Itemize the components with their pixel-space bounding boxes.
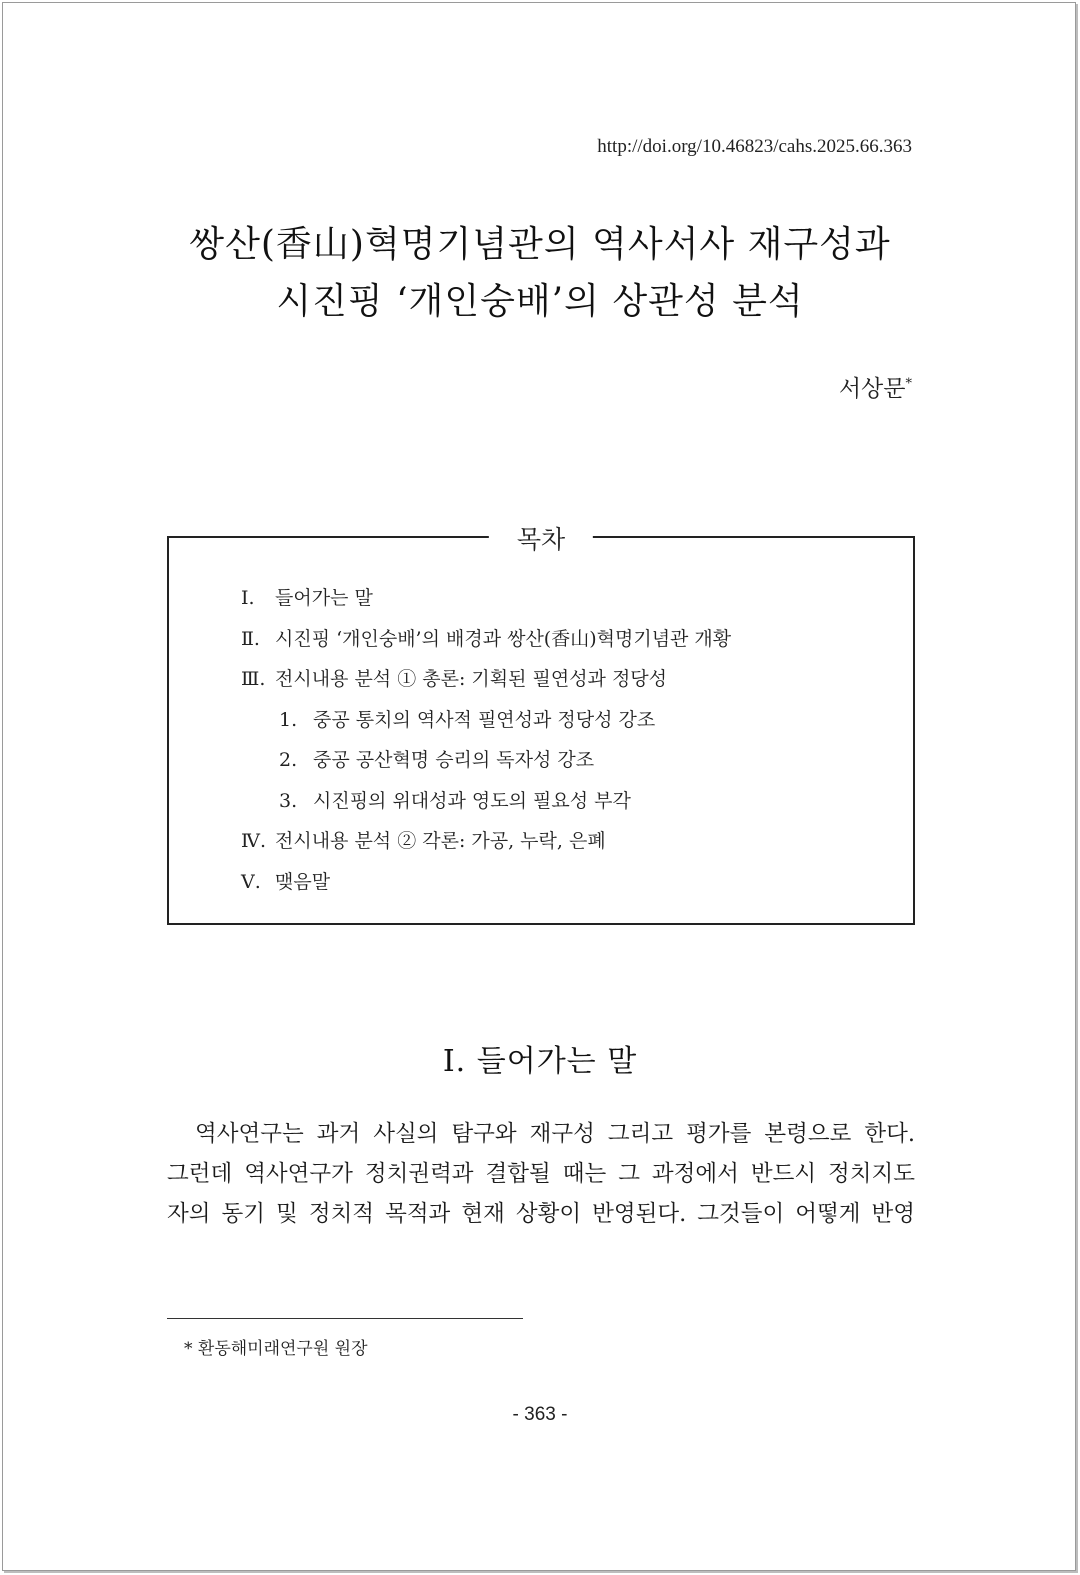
- body-line-1: 역사연구는 과거 사실의 탐구와 재구성 그리고 평가를 본령으로 한다.: [195, 1121, 915, 1147]
- author: [839, 370, 912, 403]
- footnote-divider: [167, 1318, 523, 1319]
- author-footnote-mark: *: [905, 376, 912, 392]
- footnote: * 환동해미래연구원 원장: [184, 1339, 368, 1359]
- toc-item-number: Ⅳ.: [241, 830, 267, 852]
- toc-subitem-3-2: [241, 740, 731, 781]
- toc-item-4: [241, 821, 731, 862]
- toc-item-2: [241, 619, 731, 660]
- toc-item-text: 전시내용 분석 ① 총론: 기획된 필연성과 정당성: [275, 668, 668, 690]
- toc-item-number: 1.: [279, 708, 298, 731]
- doi-link: http://doi.org/10.46823/cahs.2025.66.363: [597, 136, 912, 157]
- body-line-3: 자의 동기 및 정치적 목적과 현재 상황이 반영된다. 그것들이 어떻게 반영: [167, 1201, 915, 1227]
- toc-item-number: Ⅴ.: [241, 870, 261, 893]
- toc-item-text: 시진핑의 위대성과 영도의 필요성 부각: [313, 789, 631, 812]
- page-number: - 363 -: [512, 1404, 568, 1425]
- toc-item-text: 들어가는 말: [275, 587, 373, 609]
- toc-subitem-3-1: [241, 700, 731, 741]
- body-paragraph: [167, 1114, 915, 1234]
- toc-item-number: Ⅰ.: [241, 587, 255, 609]
- toc-item-text: 맺음말: [275, 870, 331, 893]
- toc-item-text: 시진핑 ‘개인숭배’의 배경과 쌍산(香山)혁명기념관 개황: [275, 627, 732, 650]
- toc-list: [241, 578, 731, 902]
- toc-item-number: Ⅲ.: [241, 668, 266, 690]
- toc-subitem-3-3: [241, 781, 731, 822]
- author-name: 서상문: [838, 376, 906, 402]
- toc-item-text: 중공 공산혁명 승리의 독자성 강조: [313, 749, 595, 771]
- paper-title: [140, 216, 940, 330]
- toc-item-1: [241, 578, 731, 619]
- body-line-2: 그런데 역사연구가 정치권력과 결합될 때는 그 과정에서 반드시 정치지도: [167, 1161, 915, 1187]
- toc-item-number: Ⅱ.: [241, 627, 260, 650]
- toc-item-number: 2.: [279, 749, 298, 771]
- toc-item-text: 전시내용 분석 ② 각론: 가공, 누락, 은폐: [275, 830, 606, 852]
- title-line-1: 쌍산(香山)혁명기념관의 역사서사 재구성과: [189, 224, 891, 265]
- toc-heading: 목차: [489, 520, 593, 556]
- toc-item-5: [241, 862, 731, 903]
- toc-item-text: 중공 통치의 역사적 필연성과 정당성 강조: [313, 708, 656, 731]
- toc-item-number: 3.: [279, 789, 298, 812]
- section-heading: Ⅰ. 들어가는 말: [442, 1044, 638, 1079]
- table-of-contents: [167, 525, 915, 925]
- toc-item-3: [241, 659, 731, 700]
- title-line-2: 시진핑 ‘개인숭배’의 상관성 분석: [276, 281, 804, 322]
